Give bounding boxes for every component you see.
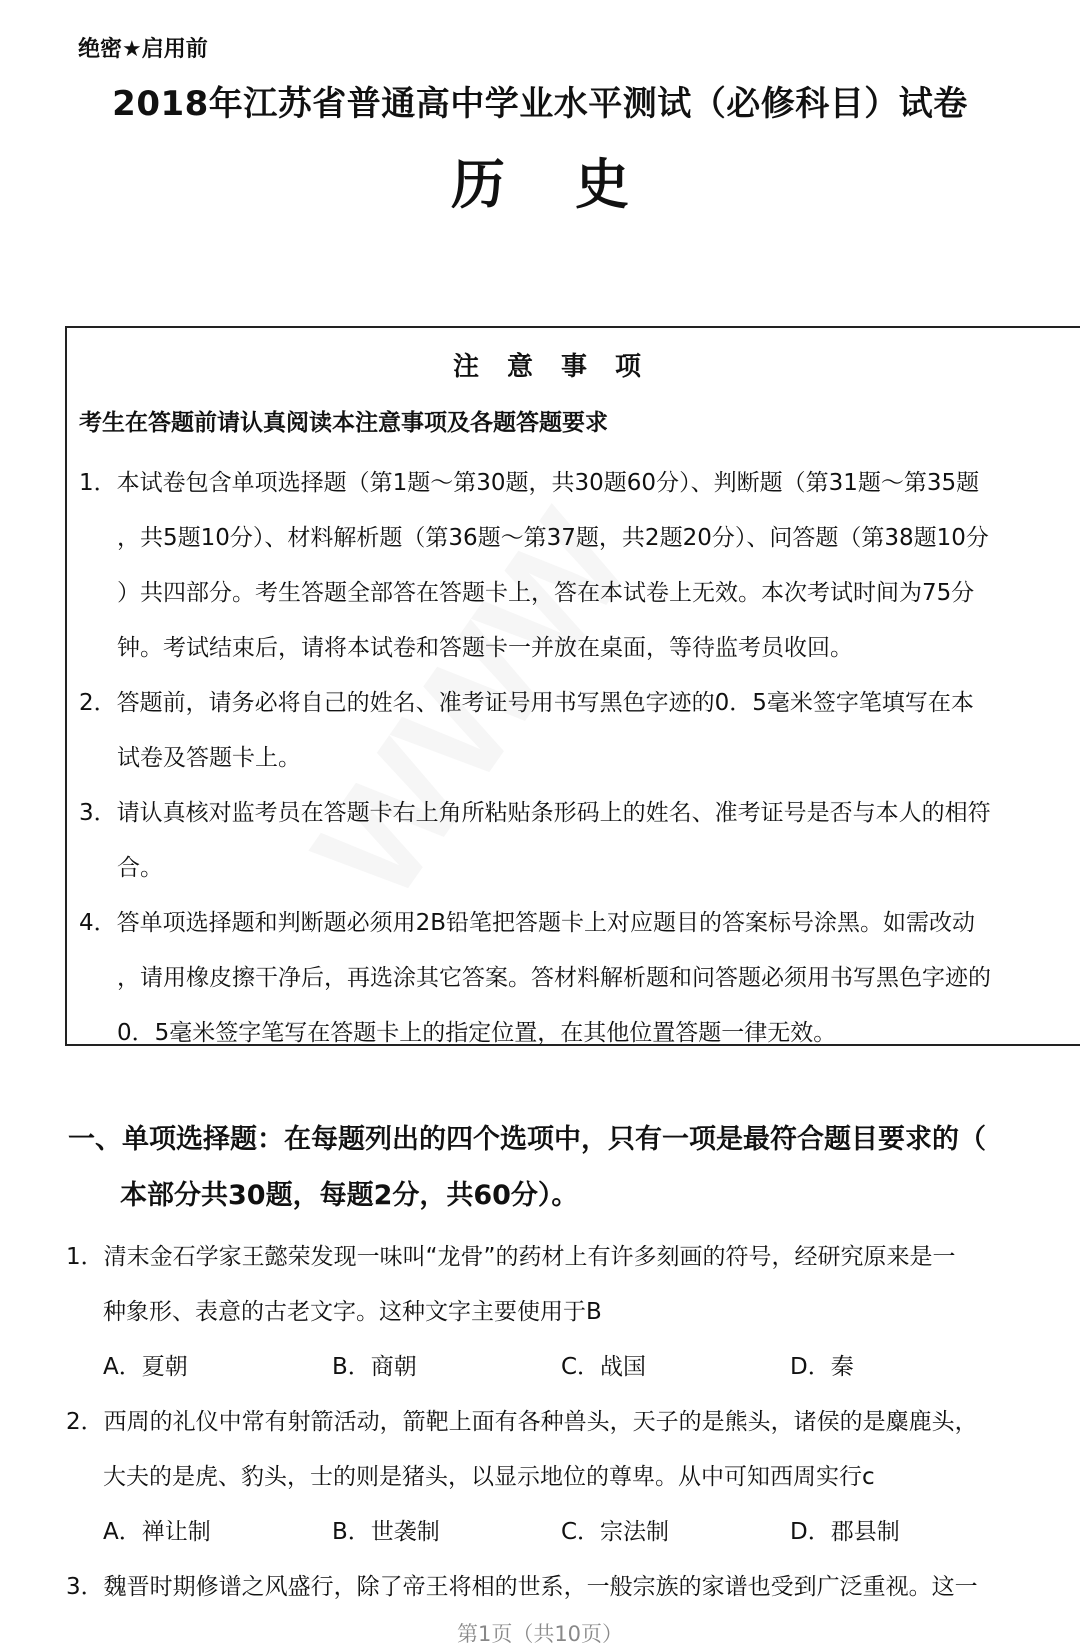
option-c: C．战国 xyxy=(561,1354,647,1380)
question-text: 2．西周的礼仪中常有射箭活动，箭靶上面有各种兽头，天子的是熊头，诸侯的是麋鹿头， xyxy=(66,1409,978,1435)
notice-title: 注意事项 xyxy=(452,352,669,382)
notice-item-1: 1．本试卷包含单项选择题（第1题～第30题，共30题60分）、判断题（第31题～第35题 xyxy=(79,470,980,496)
option-a: A．禅让制 xyxy=(103,1519,211,1545)
question-text: 3．魏晋时期修谱之风盛行，除了帝王将相的世系，一般宗族的家谱也受到广泛重视。这一 xyxy=(66,1574,978,1600)
question-text: 种象形、表意的古老文字。这种文字主要使用于B xyxy=(103,1299,602,1325)
question-1 xyxy=(66,1230,1066,1395)
notice-item-3-cont: 合。 xyxy=(117,855,163,881)
option-c: C．宗法制 xyxy=(561,1519,670,1545)
exam-title: 2018年江苏省普通高中学业水平测试（必修科目）试卷 xyxy=(112,84,968,124)
question-text: 1．清末金石学家王懿荣发现一味叫“龙骨”的药材上有许多刻画的符号，经研究原来是一 xyxy=(66,1244,956,1270)
option-b: B．世袭制 xyxy=(332,1519,440,1545)
notice-item-2: 2．答题前，请务必将自己的姓名、准考证号用书写黑色字迹的0．5毫米签字笔填写在本 xyxy=(79,690,974,716)
secret-label: 绝密★启用前 xyxy=(78,37,208,62)
question-options xyxy=(66,1505,1066,1560)
option-d: D．秦 xyxy=(790,1354,854,1380)
notice-item-4: 4．答单项选择题和判断题必须用2B铅笔把答题卡上对应题目的答案标号涂黑。如需改动 xyxy=(79,910,976,936)
notice-list xyxy=(79,456,1079,1061)
notice-intro: 考生在答题前请认真阅读本注意事项及各题答题要求 xyxy=(79,410,608,436)
question-options xyxy=(66,1340,1066,1395)
notice-item-4-cont: 0．5毫米签字笔写在答题卡上的指定位置，在其他位置答题一律无效。 xyxy=(117,1020,837,1046)
option-b: B．商朝 xyxy=(332,1354,417,1380)
question-2 xyxy=(66,1395,1066,1560)
notice-item-2-cont: 试卷及答题卡上。 xyxy=(117,745,301,771)
section-heading-line: 一、单项选择题：在每题列出的四个选项中，只有一项是最符合题目要求的（ xyxy=(68,1124,986,1155)
page-number: 第1页（共10页） xyxy=(456,1622,624,1646)
notice-item-3: 3．请认真核对监考员在答题卡右上角所粘贴条形码上的姓名、准考证号是否与本人的相符 xyxy=(79,800,991,826)
question-text: 大夫的是虎、豹头，士的则是猪头，以显示地位的尊卑。从中可知西周实行c xyxy=(103,1464,875,1490)
question-list xyxy=(66,1230,1066,1615)
option-a: A．夏朝 xyxy=(103,1354,188,1380)
notice-item-1-cont: 钟。考试结束后，请将本试卷和答题卡一并放在桌面，等待监考员收回。 xyxy=(117,635,853,661)
section-heading-line: 本部分共30题，每题2分，共60分）。 xyxy=(120,1180,579,1211)
question-3 xyxy=(66,1560,1066,1615)
notice-item-1-cont: ，共5题10分）、材料解析题（第36题～第37题，共2题20分）、问答题（第38题10分 xyxy=(117,525,989,551)
section-heading xyxy=(68,1112,986,1224)
subject-title: 历史 xyxy=(451,153,699,216)
option-d: D．郡县制 xyxy=(790,1519,900,1545)
notice-item-4-cont: ，请用橡皮擦干净后，再选涂其它答案。答材料解析题和问答题必须用书写黑色字迹的 xyxy=(117,965,991,991)
notice-item-1-cont: ）共四部分。考生答题全部答在答题卡上，答在本试卷上无效。本次考试时间为75分 xyxy=(117,580,975,606)
notice-box xyxy=(65,326,1080,1046)
